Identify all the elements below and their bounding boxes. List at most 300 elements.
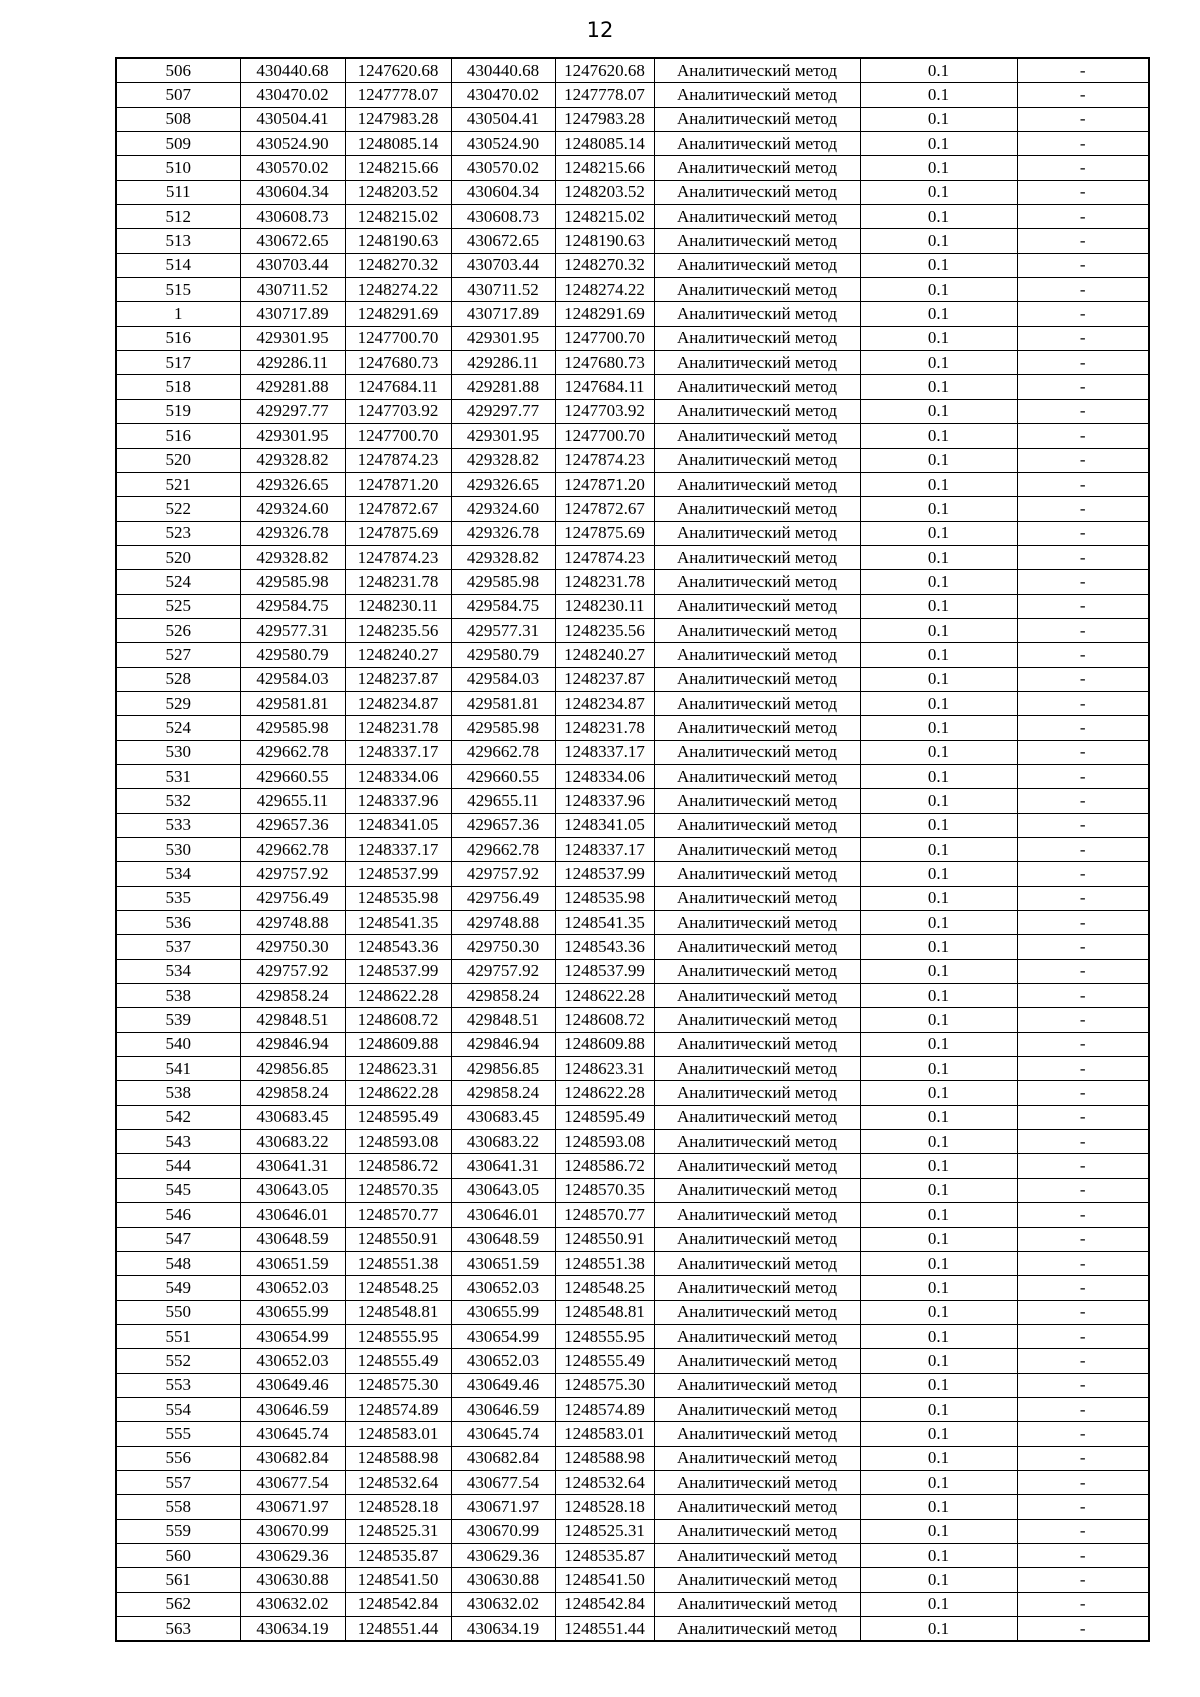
x-coordinate-cell: 429286.11 xyxy=(240,351,345,375)
table-row xyxy=(116,472,1149,496)
y-coordinate-cell: 1248541.35 xyxy=(345,911,451,935)
y-coordinate-repeat-cell: 1248542.84 xyxy=(555,1592,654,1616)
y-coordinate-cell: 1248550.91 xyxy=(345,1227,451,1251)
x-coordinate-repeat-cell: 430649.46 xyxy=(451,1373,555,1397)
point-number-cell: 550 xyxy=(116,1300,240,1324)
x-coordinate-cell: 429328.82 xyxy=(240,545,345,569)
point-number-cell: 538 xyxy=(116,984,240,1008)
y-coordinate-cell: 1248525.31 xyxy=(345,1519,451,1543)
table-row xyxy=(116,1543,1149,1567)
accuracy-cell: 0.1 xyxy=(860,1543,1017,1567)
method-cell: Аналитический метод xyxy=(654,302,860,326)
table-row xyxy=(116,1251,1149,1275)
accuracy-cell: 0.1 xyxy=(860,472,1017,496)
y-coordinate-repeat-cell: 1248532.64 xyxy=(555,1470,654,1494)
x-coordinate-cell: 430524.90 xyxy=(240,132,345,156)
table-row xyxy=(116,58,1149,83)
note-cell: - xyxy=(1017,107,1149,131)
table-row xyxy=(116,1276,1149,1300)
x-coordinate-repeat-cell: 430634.19 xyxy=(451,1617,555,1642)
x-coordinate-cell: 429858.24 xyxy=(240,984,345,1008)
table-row xyxy=(116,375,1149,399)
point-number-cell: 557 xyxy=(116,1470,240,1494)
note-cell: - xyxy=(1017,643,1149,667)
note-cell: - xyxy=(1017,521,1149,545)
table-row xyxy=(116,107,1149,131)
table-row xyxy=(116,1568,1149,1592)
y-coordinate-repeat-cell: 1247684.11 xyxy=(555,375,654,399)
accuracy-cell: 0.1 xyxy=(860,911,1017,935)
accuracy-cell: 0.1 xyxy=(860,1227,1017,1251)
accuracy-cell: 0.1 xyxy=(860,643,1017,667)
note-cell: - xyxy=(1017,156,1149,180)
point-number-cell: 558 xyxy=(116,1495,240,1519)
point-number-cell: 532 xyxy=(116,789,240,813)
y-coordinate-repeat-cell: 1248190.63 xyxy=(555,229,654,253)
x-coordinate-cell: 429657.36 xyxy=(240,813,345,837)
y-coordinate-cell: 1248337.17 xyxy=(345,838,451,862)
accuracy-cell: 0.1 xyxy=(860,1470,1017,1494)
method-cell: Аналитический метод xyxy=(654,253,860,277)
y-coordinate-repeat-cell: 1248541.50 xyxy=(555,1568,654,1592)
table-row xyxy=(116,351,1149,375)
accuracy-cell: 0.1 xyxy=(860,1251,1017,1275)
table-row xyxy=(116,1057,1149,1081)
x-coordinate-repeat-cell: 430654.99 xyxy=(451,1324,555,1348)
y-coordinate-repeat-cell: 1247700.70 xyxy=(555,424,654,448)
point-number-cell: 551 xyxy=(116,1324,240,1348)
x-coordinate-cell: 429748.88 xyxy=(240,911,345,935)
table-row xyxy=(116,1324,1149,1348)
y-coordinate-repeat-cell: 1247620.68 xyxy=(555,58,654,83)
table-row xyxy=(116,156,1149,180)
point-number-cell: 530 xyxy=(116,838,240,862)
y-coordinate-repeat-cell: 1248215.66 xyxy=(555,156,654,180)
accuracy-cell: 0.1 xyxy=(860,1130,1017,1154)
y-coordinate-repeat-cell: 1248550.91 xyxy=(555,1227,654,1251)
accuracy-cell: 0.1 xyxy=(860,58,1017,83)
point-number-cell: 546 xyxy=(116,1203,240,1227)
y-coordinate-cell: 1247983.28 xyxy=(345,107,451,131)
x-coordinate-repeat-cell: 430652.03 xyxy=(451,1349,555,1373)
x-coordinate-cell: 430634.19 xyxy=(240,1617,345,1642)
method-cell: Аналитический метод xyxy=(654,205,860,229)
note-cell: - xyxy=(1017,1470,1149,1494)
method-cell: Аналитический метод xyxy=(654,959,860,983)
x-coordinate-repeat-cell: 430643.05 xyxy=(451,1178,555,1202)
note-cell: - xyxy=(1017,545,1149,569)
y-coordinate-repeat-cell: 1248588.98 xyxy=(555,1446,654,1470)
x-coordinate-repeat-cell: 430470.02 xyxy=(451,83,555,107)
y-coordinate-cell: 1247700.70 xyxy=(345,326,451,350)
y-coordinate-cell: 1247872.67 xyxy=(345,497,451,521)
table-row xyxy=(116,497,1149,521)
x-coordinate-repeat-cell: 430570.02 xyxy=(451,156,555,180)
x-coordinate-cell: 429581.81 xyxy=(240,691,345,715)
y-coordinate-cell: 1248575.30 xyxy=(345,1373,451,1397)
note-cell: - xyxy=(1017,984,1149,1008)
note-cell: - xyxy=(1017,862,1149,886)
accuracy-cell: 0.1 xyxy=(860,229,1017,253)
note-cell: - xyxy=(1017,448,1149,472)
y-coordinate-cell: 1248235.56 xyxy=(345,618,451,642)
y-coordinate-cell: 1248215.02 xyxy=(345,205,451,229)
point-number-cell: 512 xyxy=(116,205,240,229)
x-coordinate-cell: 430711.52 xyxy=(240,278,345,302)
x-coordinate-repeat-cell: 430646.59 xyxy=(451,1397,555,1421)
point-number-cell: 514 xyxy=(116,253,240,277)
y-coordinate-cell: 1248570.77 xyxy=(345,1203,451,1227)
method-cell: Аналитический метод xyxy=(654,716,860,740)
accuracy-cell: 0.1 xyxy=(860,716,1017,740)
point-number-cell: 533 xyxy=(116,813,240,837)
note-cell: - xyxy=(1017,594,1149,618)
x-coordinate-repeat-cell: 429326.65 xyxy=(451,472,555,496)
y-coordinate-cell: 1248588.98 xyxy=(345,1446,451,1470)
x-coordinate-repeat-cell: 430641.31 xyxy=(451,1154,555,1178)
page-number: 12 xyxy=(586,18,614,42)
x-coordinate-repeat-cell: 430608.73 xyxy=(451,205,555,229)
method-cell: Аналитический метод xyxy=(654,1373,860,1397)
x-coordinate-cell: 429324.60 xyxy=(240,497,345,521)
accuracy-cell: 0.1 xyxy=(860,691,1017,715)
accuracy-cell: 0.1 xyxy=(860,1568,1017,1592)
accuracy-cell: 0.1 xyxy=(860,521,1017,545)
y-coordinate-cell: 1248203.52 xyxy=(345,180,451,204)
y-coordinate-repeat-cell: 1248586.72 xyxy=(555,1154,654,1178)
note-cell: - xyxy=(1017,1519,1149,1543)
note-cell: - xyxy=(1017,764,1149,788)
accuracy-cell: 0.1 xyxy=(860,1446,1017,1470)
x-coordinate-repeat-cell: 430677.54 xyxy=(451,1470,555,1494)
x-coordinate-cell: 430654.99 xyxy=(240,1324,345,1348)
y-coordinate-cell: 1248274.22 xyxy=(345,278,451,302)
accuracy-cell: 0.1 xyxy=(860,1276,1017,1300)
method-cell: Аналитический метод xyxy=(654,1008,860,1032)
y-coordinate-cell: 1248551.44 xyxy=(345,1617,451,1642)
x-coordinate-cell: 429856.85 xyxy=(240,1057,345,1081)
point-number-cell: 520 xyxy=(116,448,240,472)
table-row xyxy=(116,1300,1149,1324)
accuracy-cell: 0.1 xyxy=(860,1397,1017,1421)
y-coordinate-cell: 1247700.70 xyxy=(345,424,451,448)
note-cell: - xyxy=(1017,1203,1149,1227)
table-row xyxy=(116,1470,1149,1494)
table-row xyxy=(116,229,1149,253)
table-row xyxy=(116,838,1149,862)
x-coordinate-cell: 430648.59 xyxy=(240,1227,345,1251)
x-coordinate-cell: 430703.44 xyxy=(240,253,345,277)
y-coordinate-cell: 1248551.38 xyxy=(345,1251,451,1275)
table-row xyxy=(116,521,1149,545)
accuracy-cell: 0.1 xyxy=(860,399,1017,423)
point-number-cell: 513 xyxy=(116,229,240,253)
x-coordinate-cell: 429580.79 xyxy=(240,643,345,667)
accuracy-cell: 0.1 xyxy=(860,351,1017,375)
y-coordinate-cell: 1247874.23 xyxy=(345,448,451,472)
note-cell: - xyxy=(1017,813,1149,837)
y-coordinate-cell: 1248586.72 xyxy=(345,1154,451,1178)
y-coordinate-repeat-cell: 1248548.25 xyxy=(555,1276,654,1300)
point-number-cell: 519 xyxy=(116,399,240,423)
method-cell: Аналитический метод xyxy=(654,618,860,642)
note-cell: - xyxy=(1017,1324,1149,1348)
y-coordinate-repeat-cell: 1248595.49 xyxy=(555,1105,654,1129)
table-row xyxy=(116,667,1149,691)
method-cell: Аналитический метод xyxy=(654,1422,860,1446)
accuracy-cell: 0.1 xyxy=(860,570,1017,594)
x-coordinate-repeat-cell: 430630.88 xyxy=(451,1568,555,1592)
method-cell: Аналитический метод xyxy=(654,1081,860,1105)
x-coordinate-cell: 430677.54 xyxy=(240,1470,345,1494)
table-row xyxy=(116,83,1149,107)
note-cell: - xyxy=(1017,472,1149,496)
y-coordinate-cell: 1248608.72 xyxy=(345,1008,451,1032)
y-coordinate-cell: 1248270.32 xyxy=(345,253,451,277)
x-coordinate-repeat-cell: 429848.51 xyxy=(451,1008,555,1032)
x-coordinate-repeat-cell: 429301.95 xyxy=(451,424,555,448)
method-cell: Аналитический метод xyxy=(654,691,860,715)
x-coordinate-cell: 430632.02 xyxy=(240,1592,345,1616)
point-number-cell: 528 xyxy=(116,667,240,691)
x-coordinate-cell: 430504.41 xyxy=(240,107,345,131)
method-cell: Аналитический метод xyxy=(654,1349,860,1373)
accuracy-cell: 0.1 xyxy=(860,1373,1017,1397)
point-number-cell: 554 xyxy=(116,1397,240,1421)
method-cell: Аналитический метод xyxy=(654,448,860,472)
y-coordinate-cell: 1247874.23 xyxy=(345,545,451,569)
method-cell: Аналитический метод xyxy=(654,58,860,83)
note-cell: - xyxy=(1017,667,1149,691)
accuracy-cell: 0.1 xyxy=(860,180,1017,204)
x-coordinate-repeat-cell: 429662.78 xyxy=(451,838,555,862)
accuracy-cell: 0.1 xyxy=(860,1032,1017,1056)
y-coordinate-repeat-cell: 1248623.31 xyxy=(555,1057,654,1081)
method-cell: Аналитический метод xyxy=(654,1519,860,1543)
table-row xyxy=(116,911,1149,935)
accuracy-cell: 0.1 xyxy=(860,83,1017,107)
table-row xyxy=(116,1422,1149,1446)
y-coordinate-repeat-cell: 1248528.18 xyxy=(555,1495,654,1519)
x-coordinate-repeat-cell: 429580.79 xyxy=(451,643,555,667)
note-cell: - xyxy=(1017,1130,1149,1154)
accuracy-cell: 0.1 xyxy=(860,838,1017,862)
y-coordinate-cell: 1248237.87 xyxy=(345,667,451,691)
y-coordinate-repeat-cell: 1248537.99 xyxy=(555,959,654,983)
x-coordinate-repeat-cell: 430671.97 xyxy=(451,1495,555,1519)
table-row xyxy=(116,1130,1149,1154)
x-coordinate-repeat-cell: 430672.65 xyxy=(451,229,555,253)
y-coordinate-repeat-cell: 1248609.88 xyxy=(555,1032,654,1056)
method-cell: Аналитический метод xyxy=(654,399,860,423)
accuracy-cell: 0.1 xyxy=(860,886,1017,910)
point-number-cell: 534 xyxy=(116,862,240,886)
x-coordinate-repeat-cell: 430645.74 xyxy=(451,1422,555,1446)
table-row xyxy=(116,399,1149,423)
table-row xyxy=(116,253,1149,277)
y-coordinate-cell: 1248337.17 xyxy=(345,740,451,764)
method-cell: Аналитический метод xyxy=(654,1397,860,1421)
point-number-cell: 539 xyxy=(116,1008,240,1032)
accuracy-cell: 0.1 xyxy=(860,862,1017,886)
table-row xyxy=(116,643,1149,667)
y-coordinate-cell: 1248622.28 xyxy=(345,1081,451,1105)
y-coordinate-cell: 1248574.89 xyxy=(345,1397,451,1421)
point-number-cell: 523 xyxy=(116,521,240,545)
accuracy-cell: 0.1 xyxy=(860,789,1017,813)
note-cell: - xyxy=(1017,351,1149,375)
accuracy-cell: 0.1 xyxy=(860,497,1017,521)
method-cell: Аналитический метод xyxy=(654,472,860,496)
note-cell: - xyxy=(1017,838,1149,862)
y-coordinate-repeat-cell: 1248622.28 xyxy=(555,1081,654,1105)
y-coordinate-repeat-cell: 1248231.78 xyxy=(555,570,654,594)
table-row xyxy=(116,1446,1149,1470)
method-cell: Аналитический метод xyxy=(654,984,860,1008)
y-coordinate-cell: 1248537.99 xyxy=(345,959,451,983)
y-coordinate-repeat-cell: 1247872.67 xyxy=(555,497,654,521)
y-coordinate-repeat-cell: 1248231.78 xyxy=(555,716,654,740)
point-number-cell: 548 xyxy=(116,1251,240,1275)
y-coordinate-cell: 1248240.27 xyxy=(345,643,451,667)
method-cell: Аналитический метод xyxy=(654,1300,860,1324)
method-cell: Аналитический метод xyxy=(654,375,860,399)
x-coordinate-cell: 430629.36 xyxy=(240,1543,345,1567)
x-coordinate-cell: 429660.55 xyxy=(240,764,345,788)
x-coordinate-repeat-cell: 430646.01 xyxy=(451,1203,555,1227)
method-cell: Аналитический метод xyxy=(654,156,860,180)
method-cell: Аналитический метод xyxy=(654,1154,860,1178)
y-coordinate-cell: 1248555.49 xyxy=(345,1349,451,1373)
point-number-cell: 537 xyxy=(116,935,240,959)
note-cell: - xyxy=(1017,1105,1149,1129)
note-cell: - xyxy=(1017,375,1149,399)
x-coordinate-cell: 430440.68 xyxy=(240,58,345,83)
note-cell: - xyxy=(1017,959,1149,983)
note-cell: - xyxy=(1017,789,1149,813)
method-cell: Аналитический метод xyxy=(654,838,860,862)
method-cell: Аналитический метод xyxy=(654,862,860,886)
x-coordinate-cell: 430672.65 xyxy=(240,229,345,253)
x-coordinate-repeat-cell: 429858.24 xyxy=(451,984,555,1008)
table-row xyxy=(116,1519,1149,1543)
y-coordinate-repeat-cell: 1248291.69 xyxy=(555,302,654,326)
y-coordinate-cell: 1248548.25 xyxy=(345,1276,451,1300)
table-row xyxy=(116,789,1149,813)
y-coordinate-repeat-cell: 1248551.44 xyxy=(555,1617,654,1642)
accuracy-cell: 0.1 xyxy=(860,813,1017,837)
table-row xyxy=(116,1203,1149,1227)
method-cell: Аналитический метод xyxy=(654,1251,860,1275)
note-cell: - xyxy=(1017,497,1149,521)
point-number-cell: 534 xyxy=(116,959,240,983)
table-row xyxy=(116,205,1149,229)
accuracy-cell: 0.1 xyxy=(860,1324,1017,1348)
x-coordinate-cell: 430646.59 xyxy=(240,1397,345,1421)
accuracy-cell: 0.1 xyxy=(860,1519,1017,1543)
accuracy-cell: 0.1 xyxy=(860,107,1017,131)
table-row xyxy=(116,1495,1149,1519)
accuracy-cell: 0.1 xyxy=(860,545,1017,569)
x-coordinate-cell: 430717.89 xyxy=(240,302,345,326)
note-cell: - xyxy=(1017,1568,1149,1592)
y-coordinate-repeat-cell: 1248237.87 xyxy=(555,667,654,691)
table-row xyxy=(116,448,1149,472)
y-coordinate-cell: 1248291.69 xyxy=(345,302,451,326)
point-number-cell: 536 xyxy=(116,911,240,935)
x-coordinate-cell: 430670.99 xyxy=(240,1519,345,1543)
y-coordinate-repeat-cell: 1248551.38 xyxy=(555,1251,654,1275)
table-row xyxy=(116,959,1149,983)
y-coordinate-cell: 1248334.06 xyxy=(345,764,451,788)
y-coordinate-repeat-cell: 1248203.52 xyxy=(555,180,654,204)
x-coordinate-cell: 429757.92 xyxy=(240,959,345,983)
method-cell: Аналитический метод xyxy=(654,1470,860,1494)
x-coordinate-cell: 429848.51 xyxy=(240,1008,345,1032)
x-coordinate-repeat-cell: 429660.55 xyxy=(451,764,555,788)
y-coordinate-repeat-cell: 1248337.96 xyxy=(555,789,654,813)
x-coordinate-cell: 430645.74 xyxy=(240,1422,345,1446)
x-coordinate-repeat-cell: 429581.81 xyxy=(451,691,555,715)
note-cell: - xyxy=(1017,1397,1149,1421)
y-coordinate-cell: 1248528.18 xyxy=(345,1495,451,1519)
point-number-cell: 517 xyxy=(116,351,240,375)
x-coordinate-repeat-cell: 430682.84 xyxy=(451,1446,555,1470)
x-coordinate-repeat-cell: 430670.99 xyxy=(451,1519,555,1543)
method-cell: Аналитический метод xyxy=(654,789,860,813)
accuracy-cell: 0.1 xyxy=(860,618,1017,642)
accuracy-cell: 0.1 xyxy=(860,935,1017,959)
table-row xyxy=(116,1178,1149,1202)
x-coordinate-repeat-cell: 430629.36 xyxy=(451,1543,555,1567)
x-coordinate-cell: 429662.78 xyxy=(240,740,345,764)
point-number-cell: 518 xyxy=(116,375,240,399)
point-number-cell: 535 xyxy=(116,886,240,910)
table-row xyxy=(116,1373,1149,1397)
x-coordinate-cell: 430683.45 xyxy=(240,1105,345,1129)
method-cell: Аналитический метод xyxy=(654,813,860,837)
x-coordinate-cell: 430643.05 xyxy=(240,1178,345,1202)
accuracy-cell: 0.1 xyxy=(860,594,1017,618)
x-coordinate-cell: 430646.01 xyxy=(240,1203,345,1227)
x-coordinate-cell: 429858.24 xyxy=(240,1081,345,1105)
point-number-cell: 507 xyxy=(116,83,240,107)
note-cell: - xyxy=(1017,278,1149,302)
x-coordinate-repeat-cell: 429858.24 xyxy=(451,1081,555,1105)
y-coordinate-cell: 1248190.63 xyxy=(345,229,451,253)
x-coordinate-repeat-cell: 429662.78 xyxy=(451,740,555,764)
y-coordinate-cell: 1247778.07 xyxy=(345,83,451,107)
x-coordinate-cell: 430608.73 xyxy=(240,205,345,229)
y-coordinate-cell: 1247684.11 xyxy=(345,375,451,399)
table-row xyxy=(116,1032,1149,1056)
y-coordinate-repeat-cell: 1248337.17 xyxy=(555,740,654,764)
x-coordinate-repeat-cell: 429577.31 xyxy=(451,618,555,642)
accuracy-cell: 0.1 xyxy=(860,1349,1017,1373)
note-cell: - xyxy=(1017,1592,1149,1616)
y-coordinate-repeat-cell: 1248622.28 xyxy=(555,984,654,1008)
y-coordinate-repeat-cell: 1248537.99 xyxy=(555,862,654,886)
point-number-cell: 553 xyxy=(116,1373,240,1397)
point-number-cell: 560 xyxy=(116,1543,240,1567)
table-row xyxy=(116,1105,1149,1129)
accuracy-cell: 0.1 xyxy=(860,1617,1017,1642)
x-coordinate-cell: 430470.02 xyxy=(240,83,345,107)
x-coordinate-cell: 430649.46 xyxy=(240,1373,345,1397)
point-number-cell: 531 xyxy=(116,764,240,788)
accuracy-cell: 0.1 xyxy=(860,375,1017,399)
method-cell: Аналитический метод xyxy=(654,1203,860,1227)
